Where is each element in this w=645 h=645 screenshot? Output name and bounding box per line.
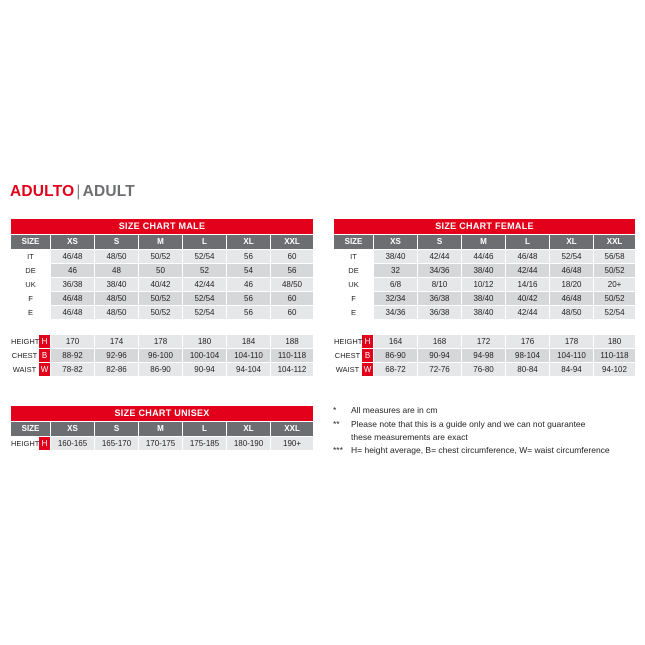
female-uk-xs: 6/8	[374, 278, 418, 292]
female-it-xl: 52/54	[550, 250, 594, 264]
table-row	[11, 335, 314, 349]
female-de-xxl: 50/52	[594, 264, 636, 278]
unisex-height-xs: 160-165	[51, 437, 95, 451]
male-measure-label-chest: CHEST	[11, 349, 39, 363]
male-waist-xl: 94-104	[227, 363, 271, 377]
female-de-m: 38/40	[462, 264, 506, 278]
male-it-xl: 56	[227, 250, 271, 264]
female-f-xxl: 50/52	[594, 292, 636, 306]
female-chest-xs: 86-90	[374, 349, 418, 363]
male-waist-xxl: 104-112	[271, 363, 314, 377]
page-title-right: ADULT	[82, 183, 135, 200]
table-row	[11, 292, 314, 306]
male-e-xs: 46/48	[51, 306, 95, 320]
note-3-mark: ***	[333, 444, 343, 455]
unisex-col-m: M	[139, 422, 183, 437]
male-table-heading-row	[11, 219, 314, 235]
table-row	[334, 349, 636, 363]
male-e-m: 50/52	[139, 306, 183, 320]
size-chart-male-measurements	[10, 334, 314, 377]
female-waist-xl: 84-94	[550, 363, 594, 377]
size-chart-unisex-table	[10, 405, 314, 451]
table-row	[334, 250, 636, 264]
table-row	[11, 278, 314, 292]
male-chest-xxl: 110-118	[271, 349, 314, 363]
female-f-l: 40/42	[506, 292, 550, 306]
table-row	[11, 437, 314, 451]
female-table-heading-row	[334, 219, 636, 235]
table-row	[334, 363, 636, 377]
note-2	[333, 418, 643, 431]
male-it-xxl: 60	[271, 250, 314, 264]
male-it-m: 50/52	[139, 250, 183, 264]
male-col-size: SIZE	[11, 235, 51, 250]
table-row	[11, 250, 314, 264]
size-chart-male-table	[10, 218, 314, 324]
unisex-col-size: SIZE	[11, 422, 51, 437]
female-col-xs: XS	[374, 235, 418, 250]
female-uk-l: 14/16	[506, 278, 550, 292]
male-de-xs: 46	[51, 264, 95, 278]
male-row-label-it: IT	[11, 250, 51, 264]
unisex-height-xl: 180-190	[227, 437, 271, 451]
female-chest-s: 90-94	[418, 349, 462, 363]
table-spacer	[334, 320, 636, 325]
unisex-table-column-header-row	[11, 422, 314, 437]
male-col-xs: XS	[51, 235, 95, 250]
note-2-text: Please note that this is a guide only and we can not guarantee	[351, 418, 586, 429]
male-de-m: 50	[139, 264, 183, 278]
male-uk-xl: 46	[227, 278, 271, 292]
male-e-xxl: 60	[271, 306, 314, 320]
male-col-xxl: XXL	[271, 235, 314, 250]
female-de-xs: 32	[374, 264, 418, 278]
male-measure-label-height: HEIGHT	[11, 335, 39, 349]
male-row-label-e: E	[11, 306, 51, 320]
unisex-measure-code-h: H	[39, 437, 51, 451]
female-height-xs: 164	[374, 335, 418, 349]
female-e-m: 38/40	[462, 306, 506, 320]
female-it-xxl: 56/58	[594, 250, 636, 264]
female-waist-l: 80-84	[506, 363, 550, 377]
table-row	[11, 349, 314, 363]
table-row	[334, 264, 636, 278]
female-e-xxl: 52/54	[594, 306, 636, 320]
female-f-xs: 32/34	[374, 292, 418, 306]
female-height-xl: 178	[550, 335, 594, 349]
female-uk-xxl: 20+	[594, 278, 636, 292]
female-measure-label-chest: CHEST	[334, 349, 362, 363]
unisex-measure-label-height: HEIGHT	[11, 437, 39, 451]
unisex-table-heading-row	[11, 406, 314, 422]
male-height-m: 178	[139, 335, 183, 349]
male-height-l: 180	[183, 335, 227, 349]
male-uk-xxl: 48/50	[271, 278, 314, 292]
female-waist-m: 76-80	[462, 363, 506, 377]
female-measure-label-waist: WAIST	[334, 363, 362, 377]
female-row-label-f: F	[334, 292, 374, 306]
male-chest-m: 96-100	[139, 349, 183, 363]
table-row	[334, 292, 636, 306]
unisex-height-l: 175-185	[183, 437, 227, 451]
male-f-s: 48/50	[95, 292, 139, 306]
female-waist-xs: 68-72	[374, 363, 418, 377]
male-col-m: M	[139, 235, 183, 250]
unisex-height-m: 170-175	[139, 437, 183, 451]
male-col-s: S	[95, 235, 139, 250]
female-chest-xl: 104-110	[550, 349, 594, 363]
note-3	[333, 444, 643, 457]
table-row	[11, 306, 314, 320]
female-measure-code-h: H	[362, 335, 374, 349]
note-1-mark: *	[333, 405, 337, 415]
female-e-xl: 48/50	[550, 306, 594, 320]
male-chest-s: 92-96	[95, 349, 139, 363]
female-de-l: 42/44	[506, 264, 550, 278]
female-it-m: 44/46	[462, 250, 506, 264]
female-waist-s: 72-76	[418, 363, 462, 377]
female-e-s: 36/38	[418, 306, 462, 320]
female-e-l: 42/44	[506, 306, 550, 320]
page-title-separator: |	[76, 183, 81, 200]
unisex-col-s: S	[95, 422, 139, 437]
male-f-xxl: 60	[271, 292, 314, 306]
male-waist-s: 82-86	[95, 363, 139, 377]
female-de-xl: 46/48	[550, 264, 594, 278]
male-f-xl: 56	[227, 292, 271, 306]
male-it-xs: 46/48	[51, 250, 95, 264]
note-2-mark: **	[333, 418, 340, 429]
male-de-l: 52	[183, 264, 227, 278]
female-measure-label-height: HEIGHT	[334, 335, 362, 349]
female-row-label-it: IT	[334, 250, 374, 264]
female-f-m: 38/40	[462, 292, 506, 306]
male-f-xs: 46/48	[51, 292, 95, 306]
female-height-m: 172	[462, 335, 506, 349]
note-1-text: All measures are in cm	[351, 405, 438, 415]
female-row-label-de: DE	[334, 264, 374, 278]
male-row-label-de: DE	[11, 264, 51, 278]
male-uk-xs: 36/38	[51, 278, 95, 292]
male-measure-code-b: B	[39, 349, 51, 363]
male-it-l: 52/54	[183, 250, 227, 264]
female-col-size: SIZE	[334, 235, 374, 250]
male-height-s: 174	[95, 335, 139, 349]
male-waist-xs: 78-82	[51, 363, 95, 377]
table-row	[11, 363, 314, 377]
note-3-text: H= height average, B= chest circumference, W= waist circumference	[351, 444, 610, 455]
female-de-s: 34/36	[418, 264, 462, 278]
note-1	[333, 404, 643, 417]
male-measure-code-w: W	[39, 363, 51, 377]
male-f-m: 50/52	[139, 292, 183, 306]
male-height-xl: 184	[227, 335, 271, 349]
unisex-col-xs: XS	[51, 422, 95, 437]
table-row	[334, 278, 636, 292]
female-waist-xxl: 94-102	[594, 363, 636, 377]
male-chest-l: 100-104	[183, 349, 227, 363]
unisex-col-l: L	[183, 422, 227, 437]
female-col-s: S	[418, 235, 462, 250]
male-table-heading: SIZE CHART MALE	[11, 219, 314, 235]
male-col-xl: XL	[227, 235, 271, 250]
male-table-column-header-row	[11, 235, 314, 250]
male-chest-xs: 88-92	[51, 349, 95, 363]
male-row-label-uk: UK	[11, 278, 51, 292]
female-chest-l: 98-104	[506, 349, 550, 363]
female-uk-xl: 18/20	[550, 278, 594, 292]
unisex-col-xl: XL	[227, 422, 271, 437]
unisex-table-heading: SIZE CHART UNISEX	[11, 406, 314, 422]
male-row-label-f: F	[11, 292, 51, 306]
male-measure-label-waist: WAIST	[11, 363, 39, 377]
female-chest-xxl: 110-118	[594, 349, 636, 363]
male-f-l: 52/54	[183, 292, 227, 306]
size-chart-female-table	[333, 218, 636, 324]
male-e-l: 52/54	[183, 306, 227, 320]
male-col-l: L	[183, 235, 227, 250]
male-e-s: 48/50	[95, 306, 139, 320]
female-measure-code-w: W	[362, 363, 374, 377]
unisex-col-xxl: XXL	[271, 422, 314, 437]
table-row	[334, 335, 636, 349]
female-uk-m: 10/12	[462, 278, 506, 292]
female-row-label-e: E	[334, 306, 374, 320]
female-measure-code-b: B	[362, 349, 374, 363]
unisex-height-s: 165-170	[95, 437, 139, 451]
female-it-xs: 38/40	[374, 250, 418, 264]
male-measure-code-h: H	[39, 335, 51, 349]
female-col-l: L	[506, 235, 550, 250]
table-row	[11, 264, 314, 278]
female-f-xl: 46/48	[550, 292, 594, 306]
female-table-heading: SIZE CHART FEMALE	[334, 219, 636, 235]
male-height-xxl: 188	[271, 335, 314, 349]
male-uk-l: 42/44	[183, 278, 227, 292]
female-col-m: M	[462, 235, 506, 250]
page-title-left: ADULTO	[10, 183, 75, 200]
female-it-l: 46/48	[506, 250, 550, 264]
table-row	[334, 306, 636, 320]
size-chart-female-measurements	[333, 334, 636, 377]
unisex-height-xxl: 190+	[271, 437, 314, 451]
male-chest-xl: 104-110	[227, 349, 271, 363]
female-e-xs: 34/36	[374, 306, 418, 320]
female-col-xxl: XXL	[594, 235, 636, 250]
female-height-s: 168	[418, 335, 462, 349]
male-uk-m: 40/42	[139, 278, 183, 292]
male-e-xl: 56	[227, 306, 271, 320]
table-spacer	[11, 320, 314, 325]
male-de-xl: 54	[227, 264, 271, 278]
female-f-s: 36/38	[418, 292, 462, 306]
female-col-xl: XL	[550, 235, 594, 250]
notes-block	[333, 404, 643, 457]
female-row-label-uk: UK	[334, 278, 374, 292]
female-height-xxl: 180	[594, 335, 636, 349]
male-waist-m: 86-90	[139, 363, 183, 377]
male-uk-s: 38/40	[95, 278, 139, 292]
male-height-xs: 170	[51, 335, 95, 349]
female-chest-m: 94-98	[462, 349, 506, 363]
male-de-s: 48	[95, 264, 139, 278]
male-it-s: 48/50	[95, 250, 139, 264]
male-waist-l: 90-94	[183, 363, 227, 377]
female-table-column-header-row	[334, 235, 636, 250]
note-2-continuation: these measurements are exact	[351, 432, 468, 442]
male-de-xxl: 56	[271, 264, 314, 278]
female-height-l: 176	[506, 335, 550, 349]
female-uk-s: 8/10	[418, 278, 462, 292]
female-it-s: 42/44	[418, 250, 462, 264]
page-title	[10, 183, 135, 201]
